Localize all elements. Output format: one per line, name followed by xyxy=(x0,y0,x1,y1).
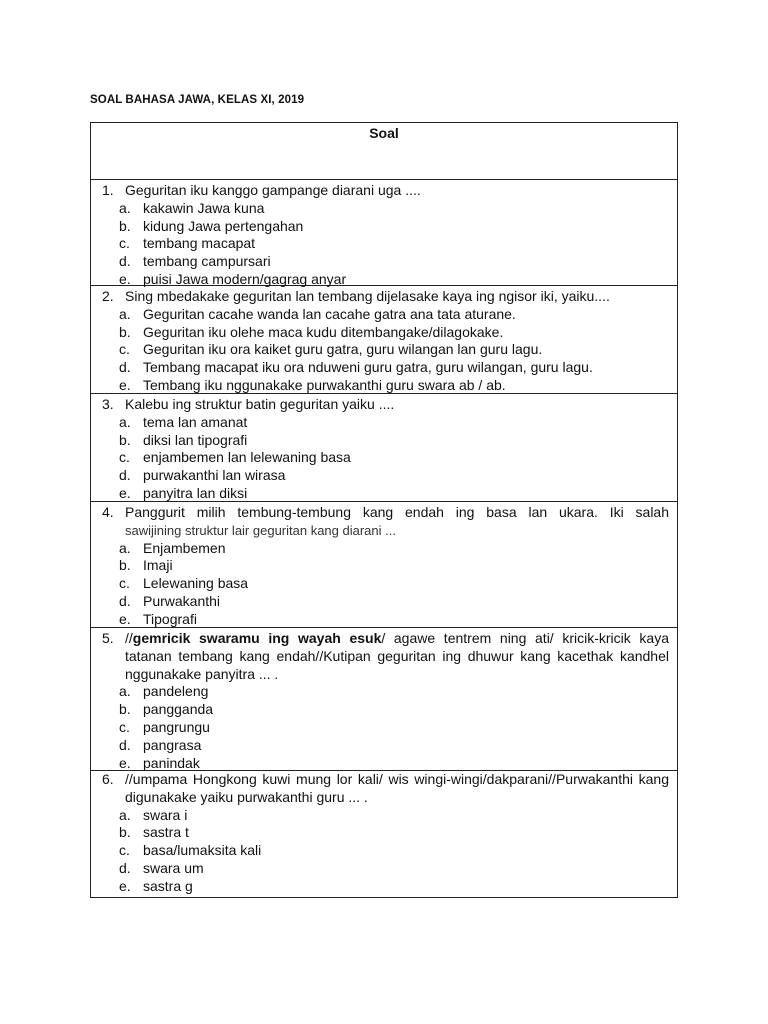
answer-option xyxy=(91,557,677,575)
option-text: tema lan amanat xyxy=(143,413,248,430)
option-text: kidung Jawa pertengahan xyxy=(143,217,304,234)
question-stem xyxy=(91,630,677,683)
question-number: 4. xyxy=(102,504,114,520)
option-letter: a. xyxy=(119,199,131,216)
option-text: basa/lumaksita kali xyxy=(143,842,262,859)
answer-option xyxy=(91,359,677,377)
answer-option xyxy=(91,414,677,432)
option-letter: d. xyxy=(119,359,131,376)
option-text: Purwakanthi xyxy=(143,592,221,609)
option-letter: a. xyxy=(119,413,131,430)
question-text-rest: / agawe tentrem ning ati/ kricik-kricik kaya tatanan tembang kang endah//Kutipan geguritan ing dhuwur kang kacethak kandhel nggunakake panyitra ... . xyxy=(125,630,669,682)
option-text: sastra g xyxy=(143,877,193,894)
question-text-line: Panggurit milih tembung-tembung kang endah ing basa lan ukara. Iki salah xyxy=(125,504,669,520)
answer-option xyxy=(91,449,677,467)
option-text: panindak xyxy=(143,754,200,771)
question-number: 5. xyxy=(102,630,114,646)
option-text: diksi lan tipografi xyxy=(143,431,248,448)
option-letter: d. xyxy=(119,253,131,270)
option-letter: a. xyxy=(119,806,131,823)
question-stem xyxy=(91,182,677,200)
option-text: panyitra lan diksi xyxy=(143,484,248,501)
option-text: Tipografi xyxy=(143,610,197,627)
option-letter: e. xyxy=(119,877,131,894)
option-letter: b. xyxy=(119,431,131,448)
option-letter: c. xyxy=(119,341,130,358)
question-row xyxy=(91,394,677,502)
option-text: Geguritan cacahe wanda lan cacahe gatra ana tata aturane. xyxy=(143,305,516,322)
option-text: sastra t xyxy=(143,824,189,841)
document-title: SOAL BAHASA JAWA, KELAS XI, 2019 xyxy=(90,94,305,106)
question-text: Geguritan iku kanggo gampange diarani uga .... xyxy=(125,182,421,198)
option-letter: a. xyxy=(119,539,131,556)
option-letter: c. xyxy=(119,575,130,592)
question-text: Sing mbedakake geguritan lan tembang dijelasake kaya ing ngisor iki, yaiku.... xyxy=(125,288,610,304)
option-letter: c. xyxy=(119,449,130,466)
option-text: pangrasa xyxy=(143,736,202,753)
option-text: Tembang macapat iku ora nduweni guru gatra, guru wilangan, guru lagu. xyxy=(143,359,593,376)
option-text: Imaji xyxy=(143,557,173,574)
question-text-line: sawijining struktur lair geguritan kang diarani ... xyxy=(125,522,396,538)
option-letter: e. xyxy=(119,270,131,287)
answer-option xyxy=(91,807,677,825)
option-letter: a. xyxy=(119,305,131,322)
option-text: swara i xyxy=(143,806,188,823)
answer-option xyxy=(91,575,677,593)
question-text xyxy=(125,630,669,683)
option-letter: b. xyxy=(119,217,131,234)
option-letter: e. xyxy=(119,484,131,501)
question-row xyxy=(91,771,677,897)
answer-option xyxy=(91,432,677,450)
question-stem xyxy=(91,771,677,807)
answer-option xyxy=(91,271,677,289)
option-letter: e. xyxy=(119,376,131,393)
option-letter: e. xyxy=(119,610,131,627)
question-text xyxy=(125,504,669,540)
option-letter: b. xyxy=(119,701,131,718)
answer-option xyxy=(91,467,677,485)
option-letter: d. xyxy=(119,467,131,484)
answer-option xyxy=(91,324,677,342)
answer-option xyxy=(91,824,677,842)
question-number: 2. xyxy=(102,288,114,304)
option-letter: d. xyxy=(119,592,131,609)
answer-option xyxy=(91,593,677,611)
option-text: swara um xyxy=(143,859,204,876)
question-number: 3. xyxy=(102,396,114,412)
answer-option xyxy=(91,235,677,253)
option-letter: e. xyxy=(119,754,131,771)
question-text-prefix: // xyxy=(125,630,133,646)
option-text: pangganda xyxy=(143,701,214,718)
answer-option xyxy=(91,377,677,395)
answer-option xyxy=(91,200,677,218)
question-text: //umpama Hongkong kuwi mung lor kali/ wis wingi-wingi/dakparani//Purwakanthi kang digunakake yaiku purwakanthi guru ... . xyxy=(125,771,669,805)
option-text: tembang macapat xyxy=(143,235,256,252)
answer-option xyxy=(91,306,677,324)
question-table xyxy=(90,122,678,898)
answer-option xyxy=(91,683,677,701)
option-text: purwakanthi lan wirasa xyxy=(143,467,286,484)
option-letter: b. xyxy=(119,557,131,574)
option-text: Tembang iku nggunakake purwakanthi guru swara ab / ab. xyxy=(143,376,506,393)
answer-option xyxy=(91,860,677,878)
question-text-bold: gemricik swaramu ing wayah esuk xyxy=(132,630,382,646)
option-text: Enjambemen xyxy=(143,539,226,556)
answer-option xyxy=(91,878,677,896)
answer-option xyxy=(91,737,677,755)
question-row xyxy=(91,286,677,394)
question-row xyxy=(91,502,677,628)
question-stem xyxy=(91,288,677,306)
answer-option xyxy=(91,540,677,558)
answer-option xyxy=(91,842,677,860)
option-text: pangrungu xyxy=(143,718,210,735)
question-row xyxy=(91,180,677,286)
answer-option xyxy=(91,485,677,503)
answer-option xyxy=(91,341,677,359)
option-letter: c. xyxy=(119,235,130,252)
answer-option xyxy=(91,218,677,236)
answer-option xyxy=(91,755,677,773)
option-text: Lelewaning basa xyxy=(143,575,249,592)
option-letter: c. xyxy=(119,842,130,859)
answer-option xyxy=(91,719,677,737)
answer-option xyxy=(91,701,677,719)
option-letter: c. xyxy=(119,718,130,735)
question-stem xyxy=(91,396,677,414)
option-letter: b. xyxy=(119,824,131,841)
answer-option xyxy=(91,253,677,271)
option-text: Geguritan iku olehe maca kudu ditembangake/dilagokake. xyxy=(143,323,504,340)
question-stem xyxy=(91,504,677,540)
option-text: enjambemen lan lelewaning basa xyxy=(143,449,351,466)
question-number: 1. xyxy=(102,182,114,198)
answer-option xyxy=(91,611,677,629)
option-text: puisi Jawa modern/gagrag anyar xyxy=(143,270,347,287)
question-number: 6. xyxy=(102,771,114,787)
option-letter: d. xyxy=(119,736,131,753)
option-text: kakawin Jawa kuna xyxy=(143,199,265,216)
option-letter: a. xyxy=(119,683,131,700)
question-text: Kalebu ing struktur batin geguritan yaiku .... xyxy=(125,396,395,412)
option-text: tembang campursari xyxy=(143,253,271,270)
option-text: Geguritan iku ora kaiket guru gatra, guru wilangan lan guru lagu. xyxy=(143,341,543,358)
option-text: pandeleng xyxy=(143,683,209,700)
option-letter: d. xyxy=(119,859,131,876)
option-letter: b. xyxy=(119,323,131,340)
question-row xyxy=(91,628,677,771)
table-header: Soal xyxy=(91,123,677,180)
